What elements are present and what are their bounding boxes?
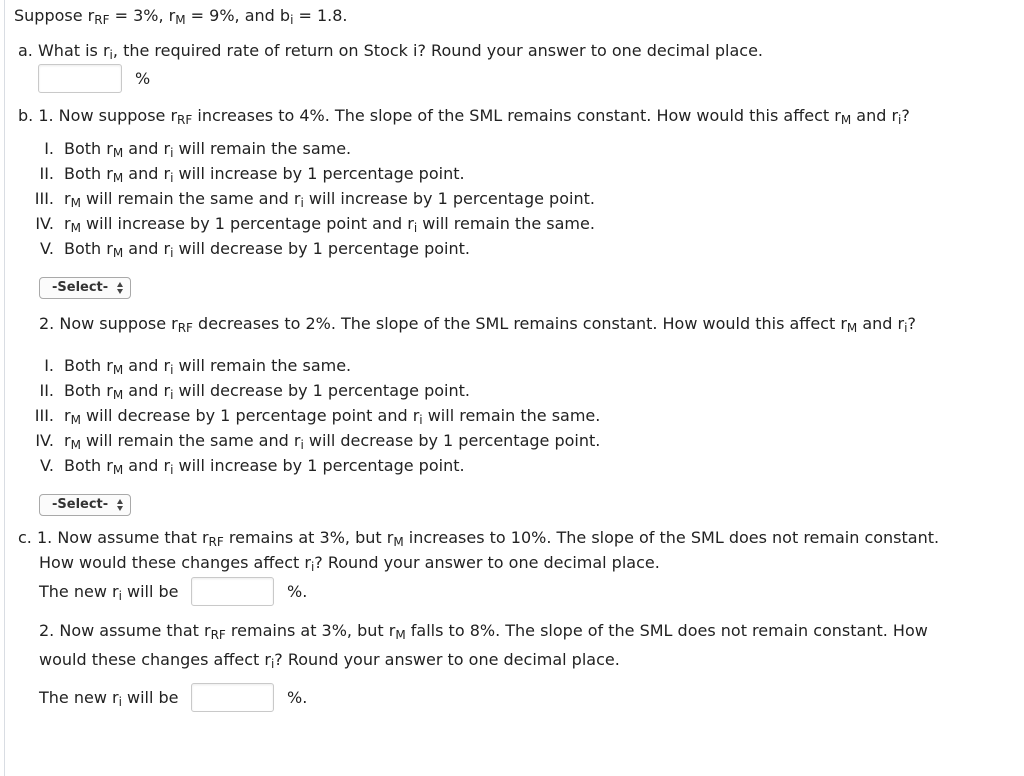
option-numeral: IV.	[35, 214, 54, 233]
option-text: $r_M$ will remain the same and $r_i$ will decrease by 1 percentage point.	[64, 431, 601, 452]
option-text: Both $r_M$ and $r_i$ will increase by 1 percentage point.	[64, 456, 465, 477]
part-a-answer-input[interactable]	[38, 64, 122, 93]
option-numeral: V.	[40, 456, 54, 475]
updown-arrows-icon	[117, 498, 124, 512]
option-numeral: I.	[44, 356, 54, 375]
option-text: Both $r_M$ and $r_i$ will remain the same.	[64, 139, 352, 160]
option-text: Both $r_M$ and $r_i$ will remain the same.	[64, 356, 352, 377]
option-numeral: V.	[40, 239, 54, 258]
part-c2-question-line2: would these changes affect $r_i$? Round your answer to one decimal place.	[39, 650, 620, 671]
option-text: Both $r_M$ and $r_i$ will decrease by 1 percentage point.	[64, 239, 470, 260]
option-numeral: IV.	[35, 431, 54, 450]
part-c1-answer-label: The new $r_i$ will be	[39, 582, 179, 603]
part-c1-question-line1: c. 1. Now assume that $r_{RF}$ remains at 3%, but $r_M$ increases to 10%. The slope of the SML does not remain constant.	[18, 528, 940, 549]
option-text: $r_M$ will increase by 1 percentage point and $r_i$ will remain the same.	[64, 214, 595, 235]
part-b1-select[interactable]	[39, 277, 131, 299]
option-text: Both $r_M$ and $r_i$ will decrease by 1 percentage point.	[64, 381, 470, 402]
option-text: $r_M$ will decrease by 1 percentage point and $r_i$ will remain the same.	[64, 406, 601, 427]
updown-arrows-icon	[117, 281, 124, 295]
option-numeral: III.	[34, 406, 54, 425]
part-c1-question-line2: How would these changes affect $r_i$? Round your answer to one decimal place.	[39, 553, 660, 574]
option-numeral: II.	[39, 164, 54, 183]
option-text: $r_M$ will remain the same and $r_i$ will increase by 1 percentage point.	[64, 189, 595, 210]
part-a-unit: %	[135, 69, 151, 88]
select-label: -Select-	[52, 280, 109, 295]
part-a-question: a. What is $r_i$, the required rate of return on Stock i? Round your answer to one decimal place.	[18, 41, 763, 62]
part-c2-answer-input[interactable]	[191, 683, 274, 712]
select-label: -Select-	[52, 497, 109, 512]
part-c2-answer-label: The new $r_i$ will be	[39, 688, 179, 709]
part-c1-answer-input[interactable]	[191, 577, 274, 606]
option-text: Both $r_M$ and $r_i$ will increase by 1 percentage point.	[64, 164, 465, 185]
part-c2-unit: %.	[287, 688, 308, 707]
option-numeral: II.	[39, 381, 54, 400]
part-c1-unit: %.	[287, 582, 308, 601]
part-b2-question: 2. Now suppose $r_{RF}$ decreases to 2%. The slope of the SML remains constant. How would this affect $r_M$ and $r_i$?	[39, 314, 916, 335]
part-b2-select[interactable]	[39, 494, 131, 516]
part-c2-question-line1: 2. Now assume that $r_{RF}$ remains at 3%, but $r_M$ falls to 8%. The slope of the SML does not remain constant. How	[39, 621, 928, 642]
part-b1-question: b. 1. Now suppose $r_{RF}$ increases to 4%. The slope of the SML remains constant. How would this affect $r_M$ and $r_i$?	[18, 106, 910, 127]
problem-intro: Suppose $r_{RF} = 3\%$, $r_M = 9\%$, and $b_i = 1.8$.	[14, 6, 348, 27]
option-numeral: I.	[44, 139, 54, 158]
option-numeral: III.	[34, 189, 54, 208]
